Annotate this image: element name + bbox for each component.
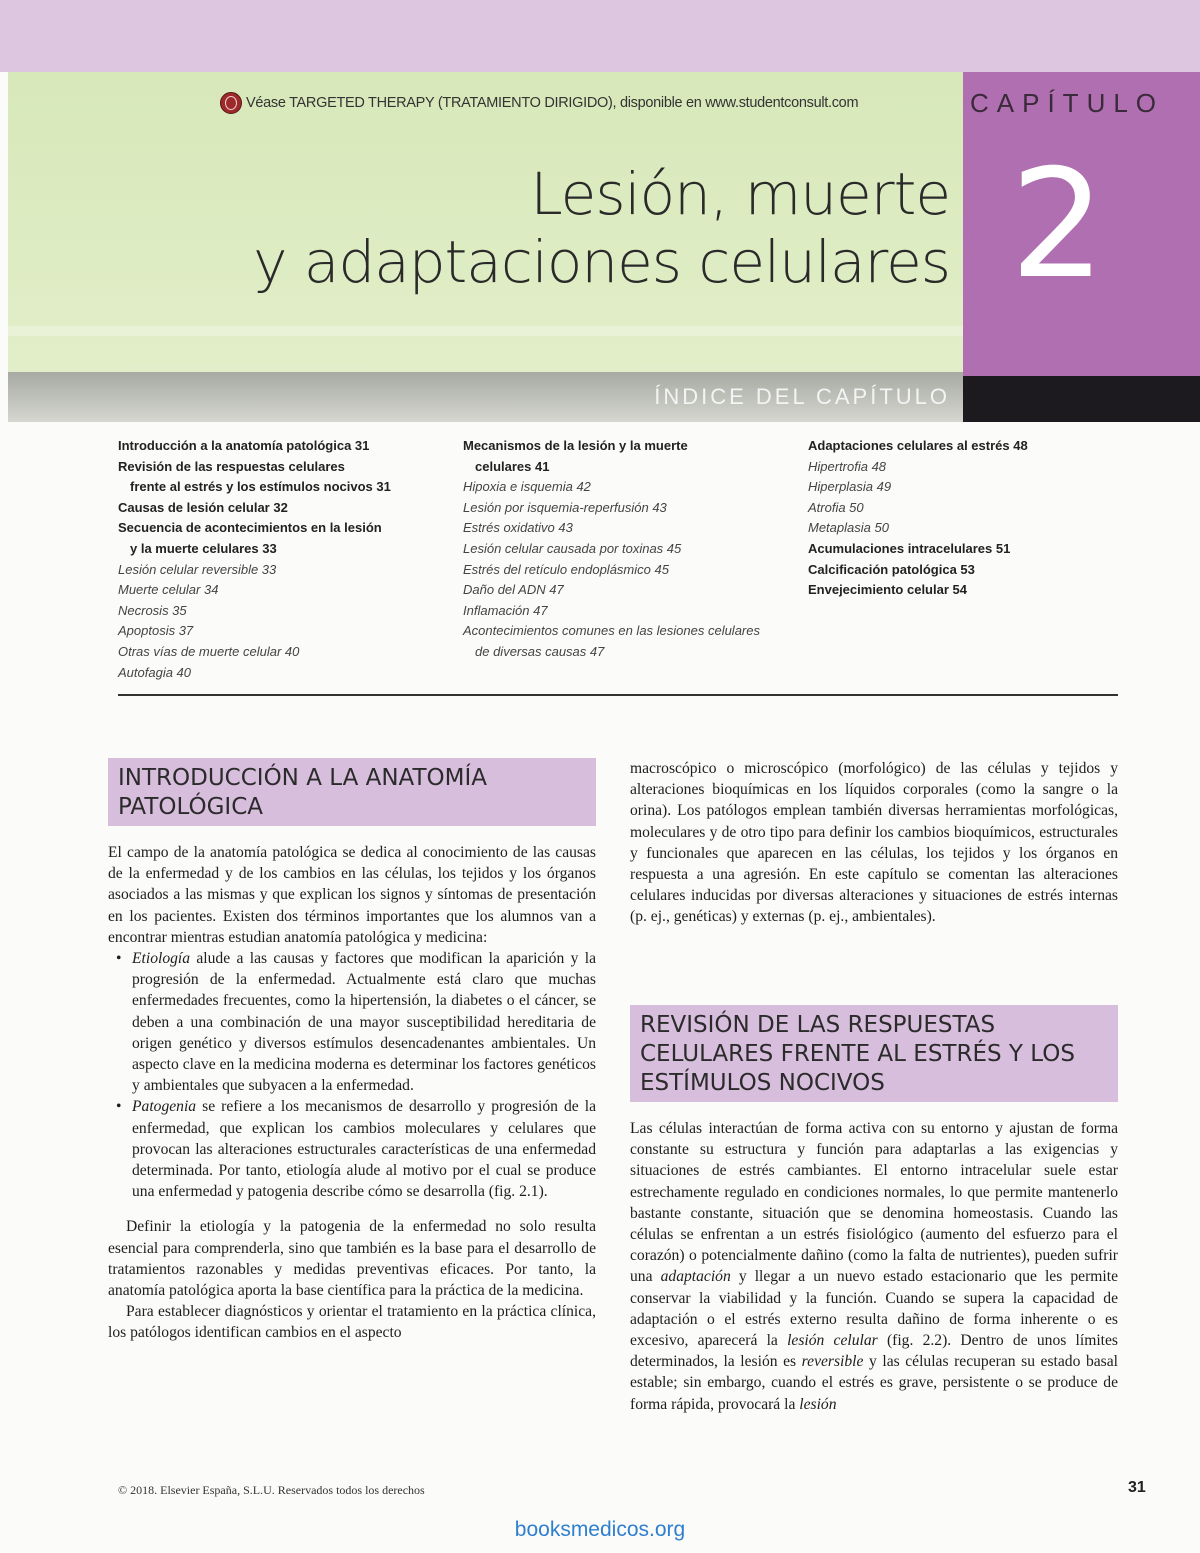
page-number: 31 xyxy=(1128,1479,1146,1496)
top-lilac-band xyxy=(0,0,1200,72)
toc-divider xyxy=(118,694,1118,696)
toc-item[interactable]: Causas de lesión celular 32 xyxy=(118,499,288,515)
copyright-notice: © 2018. Elsevier España, S.L.U. Reservados todos los derechos xyxy=(118,1483,425,1497)
toc-item[interactable]: Lesión celular reversible 33 xyxy=(118,561,277,577)
title-line-1: Lesión, muerte xyxy=(530,160,950,228)
toc-column-3 xyxy=(808,436,1028,601)
toc-column-1 xyxy=(118,436,391,683)
toc-item[interactable]: frente al estrés y los estímulos nocivos 31 xyxy=(130,479,391,495)
toc-item[interactable]: Atrofia 50 xyxy=(808,499,864,515)
section-heading-introduccion: INTRODUCCIÓN A LA ANATOMÍA PATOLÓGICA xyxy=(108,758,596,826)
chapter-index-label: ÍNDICE DEL CAPÍTULO xyxy=(654,384,950,409)
toc-item[interactable]: Envejecimiento celular 54 xyxy=(808,582,967,598)
toc-item[interactable]: Estrés oxidativo 43 xyxy=(463,520,573,536)
chapter-number: 2 xyxy=(1010,138,1106,312)
toc-item[interactable]: Daño del ADN 47 xyxy=(463,582,564,598)
paragraph: Las células interactúan de forma activa con su entorno y ajustan de forma constante su estructura y función para adaptarlas a las exigencias y situaciones de estrés cambiantes. El entorno intracelular suele estar estrechamente regulado en condiciones normales, lo que permite mantenerlo bastante constante, situación que se denomina homeostasis. Cuando las células se enfrentan a un estrés fisiológico (aumento del esfuerzo para el corazón) o potencialmente dañino (como la falta de nutrientes), pueden sufrir una adaptación y llegar a un nuevo estado estacionario que les permite conservar la viabilidad y la función. Cuando se supera la capacidad de adaptación o el estrés externo resulta dañino de forma inherente o es excesivo, aparecerá la lesión celular (fig. 2.2). Dentro de unos límites determinados, la lesión es reversible y las células recuperan su estado basal estable; sin embargo, cuando el estrés es grave, persistente o se produce de forma rápida, provocará la lesión xyxy=(630,1120,1118,1413)
watermark-link[interactable]: booksmedicos.org xyxy=(514,1518,686,1541)
toc-item[interactable]: Estrés del retículo endoplásmico 45 xyxy=(463,561,669,577)
student-consult-notice xyxy=(220,92,858,114)
left-column-body xyxy=(108,842,596,1344)
term-patogenia: Patogenia xyxy=(132,1098,197,1116)
toc-item[interactable]: Necrosis 35 xyxy=(118,602,187,618)
paragraph: Para establecer diagnósticos y orientar el tratamiento en la práctica clínica, los patólogos identifican cambios en el aspecto xyxy=(108,1303,596,1342)
toc-item[interactable]: Revisión de las respuestas celulares xyxy=(118,458,345,474)
paragraph: macroscópico o microscópico (morfológico) de las células y tejidos y alteraciones bioquímicas en los líquidos corporales (como la sangre o la orina). Los patólogos emplean también diversas herramientas morfológicas, moleculares y de otro tipo para definir los cambios bioquímicos, estructurales y funcionales que aparecen en las células, los tejidos y los órganos en respuesta a una agresión. En este capítulo se comentan las alteraciones celulares inducidas por diversas alteraciones y situaciones de estrés internas (p. ej., genéticas) y externas (p. ej., ambientales). xyxy=(630,760,1118,926)
notice-text: Véase TARGETED THERAPY (TRATAMIENTO DIRIGIDO), disponible en www.studentconsult.com xyxy=(246,95,859,111)
chapter-title xyxy=(253,160,950,296)
toc-item[interactable]: de diversas causas 47 xyxy=(475,643,605,659)
term-etiologia: Etiología xyxy=(132,950,191,968)
right-column-continuation xyxy=(630,758,1118,928)
paragraph: Definir la etiología y la patogenia de la enfermedad no solo resulta esencial para comprenderla, sino que también es la base para el desarrollo de tratamientos razonables y medidas preventivas eficaces. Por tanto, la anatomía patológica aporta la base científica para la práctica de la medicina. xyxy=(108,1218,596,1300)
toc-item[interactable]: Calcificación patológica 53 xyxy=(808,561,975,577)
globe-icon xyxy=(220,92,242,114)
toc-item[interactable]: Inflamación 47 xyxy=(463,602,548,618)
toc-item[interactable]: Introducción a la anatomía patológica 31 xyxy=(118,438,370,453)
toc-item[interactable]: Muerte celular 34 xyxy=(118,582,219,598)
toc-item[interactable]: y la muerte celulares 33 xyxy=(130,540,277,556)
toc-item[interactable]: Lesión celular causada por toxinas 45 xyxy=(463,540,682,556)
toc-item[interactable]: Lesión por isquemia-reperfusión 43 xyxy=(463,499,667,515)
bullet-list xyxy=(108,948,596,1202)
header-stripe xyxy=(8,326,963,336)
toc-item[interactable]: Hipertrofia 48 xyxy=(808,458,887,474)
toc-item[interactable]: Hipoxia e isquemia 42 xyxy=(463,479,591,495)
toc-item[interactable]: Adaptaciones celulares al estrés 48 xyxy=(808,438,1028,453)
toc-item[interactable]: Otras vías de muerte celular 40 xyxy=(118,643,300,659)
toc-item[interactable]: Acumulaciones intracelulares 51 xyxy=(808,540,1011,556)
chapter-label: CAPÍTULO xyxy=(970,88,1165,118)
toc-item[interactable]: Apoptosis 37 xyxy=(118,623,194,639)
toc-item[interactable]: Hiperplasia 49 xyxy=(808,479,892,495)
title-line-2: y adaptaciones celulares xyxy=(253,228,950,296)
bullet-etiologia: • Etiología alude a las causas y factores que modifican la aparición y la progresión de la enfermedad. Actualmente está claro que muchas enfermedades frecuentes, como la hipertensión, la diabetes o el cáncer, se deben a una combinación de una mayor susceptibilidad hereditaria de origen genético y diversos estímulos desencadenantes ambientales. Un aspecto clave en la medicina moderna es determinar los factores genéticos y ambientales que subyacen a la enfermedad. xyxy=(132,948,596,1096)
toc-item[interactable]: Acontecimientos comunes en las lesiones celulares xyxy=(463,623,760,639)
toc-column-2 xyxy=(463,436,760,663)
toc-item[interactable]: Secuencia de acontecimientos en la lesión xyxy=(118,520,382,536)
toc-item[interactable]: Metaplasia 50 xyxy=(808,520,889,536)
chapter-dark-bar xyxy=(963,376,1200,422)
toc-item[interactable]: Mecanismos de la lesión y la muerte xyxy=(463,438,688,453)
paragraph: El campo de la anatomía patológica se dedica al conocimiento de las causas de la enfermedad y de los cambios en las células, los tejidos y los órganos asociados a las mismas y que explican los signos y síntomas de presentación en los pacientes. Existen dos términos importantes que los alumnos van a encontrar mientras estudian anatomía patológica y medicina: xyxy=(108,844,596,946)
bullet-patogenia: • Patogenia se refiere a los mecanismos de desarrollo y progresión de la enfermedad, que explican los cambios moleculares y celulares que provocan las alteraciones estructurales características de una enfermedad determinada. Por tanto, etiología alude al motivo por el cual se produce una enfermedad y patogenia describe cómo se desarrolla (fig. 2.1). xyxy=(132,1096,596,1202)
toc-item[interactable]: Autofagia 40 xyxy=(118,664,192,680)
section-heading-revision: REVISIÓN DE LAS RESPUESTAS CELULARES FRENTE AL ESTRÉS Y LOS ESTÍMULOS NOCIVOS xyxy=(630,1005,1118,1102)
toc-item[interactable]: celulares 41 xyxy=(475,458,550,474)
right-column-body xyxy=(630,1118,1118,1415)
